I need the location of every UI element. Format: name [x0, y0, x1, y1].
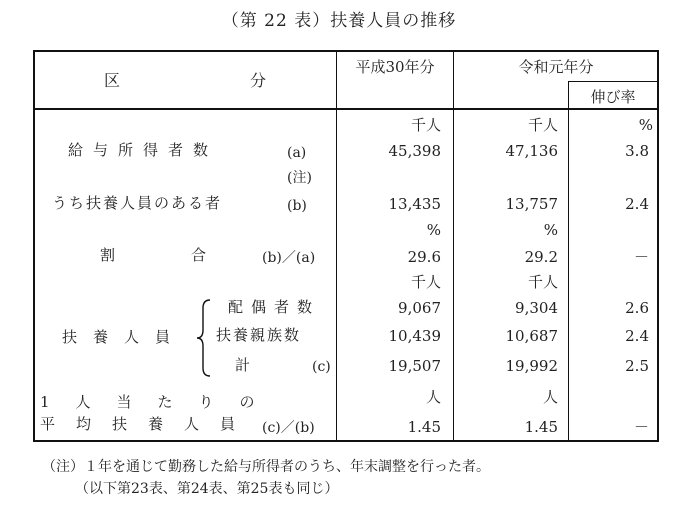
header-h30: 平成30年分 — [355, 58, 435, 76]
with-dependents-code: (b) — [287, 198, 307, 214]
header-category-b: 分 — [250, 71, 267, 90]
header-r1: 令和元年分 — [518, 58, 594, 76]
header-bottom-border — [33, 108, 659, 110]
table-top-border — [33, 50, 659, 52]
ratio-code: (b)／(a) — [262, 250, 316, 266]
average-label-2: 平均扶養人員 — [40, 415, 257, 433]
unit-r1-thousand: 千人 — [527, 116, 558, 134]
dependents-group-label: 扶養人員 — [62, 328, 187, 346]
r1-header-underline — [568, 81, 658, 82]
average-code: (c)／(b) — [262, 420, 315, 436]
header-rate: 伸び率 — [590, 88, 636, 106]
relatives-rate: 2.4 — [625, 327, 649, 345]
ratio-rate: － — [633, 248, 649, 266]
ratio-label-b: 合 — [191, 246, 207, 264]
average-r1: 1.45 — [524, 418, 558, 436]
spouse-h30: 9,067 — [398, 299, 441, 317]
unit-h30-thousand-2: 千人 — [410, 273, 441, 291]
earners-h30: 45,398 — [388, 142, 441, 160]
spouse-rate: 2.6 — [625, 299, 649, 317]
relatives-h30: 10,439 — [388, 327, 441, 345]
unit-rate-percent: % — [638, 116, 653, 134]
unit-h30-thousand: 千人 — [410, 116, 441, 134]
earners-r1: 47,136 — [505, 142, 558, 160]
unit-h30-percent: % — [426, 221, 441, 239]
average-rate: － — [633, 418, 649, 436]
dependents-brace — [196, 298, 212, 378]
relatives-r1: 10,687 — [505, 327, 558, 345]
with-dependents-label: うち扶養人員のある者 — [52, 194, 223, 212]
with-dependents-r1: 13,757 — [505, 195, 558, 213]
ratio-r1: 29.2 — [524, 248, 558, 266]
earners-code: (a) — [287, 145, 307, 161]
relatives-label: 扶養親族数 — [216, 326, 302, 344]
spouse-r1: 9,304 — [515, 299, 558, 317]
total-r1: 19,992 — [505, 357, 558, 375]
spouse-label: 配偶者数 — [228, 298, 321, 316]
table-bottom-border — [33, 440, 659, 442]
with-dependents-h30: 13,435 — [388, 195, 441, 213]
with-dependents-rate: 2.4 — [625, 195, 649, 213]
average-h30: 1.45 — [407, 418, 441, 436]
unit-r1-person: 人 — [542, 388, 558, 406]
ratio-label-a: 割 — [100, 246, 116, 264]
header-category-a: 区 — [104, 71, 121, 90]
ratio-h30: 29.6 — [407, 248, 441, 266]
note-line-2: （以下第23表、第24表、第25表も同じ） — [75, 481, 339, 497]
table-title: （第 22 表）扶養人員の推移 — [221, 11, 457, 31]
total-h30: 19,507 — [388, 357, 441, 375]
note-line-1: （注）１年を通じて勤務した給与所得者のうち、年末調整を行った者。 — [42, 459, 490, 475]
note-mark: (注) — [287, 170, 312, 186]
unit-r1-percent: % — [543, 221, 558, 239]
earners-rate: 3.8 — [625, 142, 649, 160]
unit-h30-person: 人 — [425, 388, 441, 406]
total-code: (c) — [312, 359, 331, 375]
column-divider-2 — [453, 50, 454, 442]
column-divider-1 — [336, 50, 337, 442]
total-rate: 2.5 — [625, 357, 649, 375]
unit-r1-thousand-2: 千人 — [527, 273, 558, 291]
earners-label: 給与所得者数 — [68, 141, 219, 159]
total-label: 計 — [235, 356, 251, 374]
average-label-1: 1人当たりの — [40, 393, 281, 411]
table-right-border — [657, 50, 659, 442]
table-left-border — [33, 50, 35, 442]
